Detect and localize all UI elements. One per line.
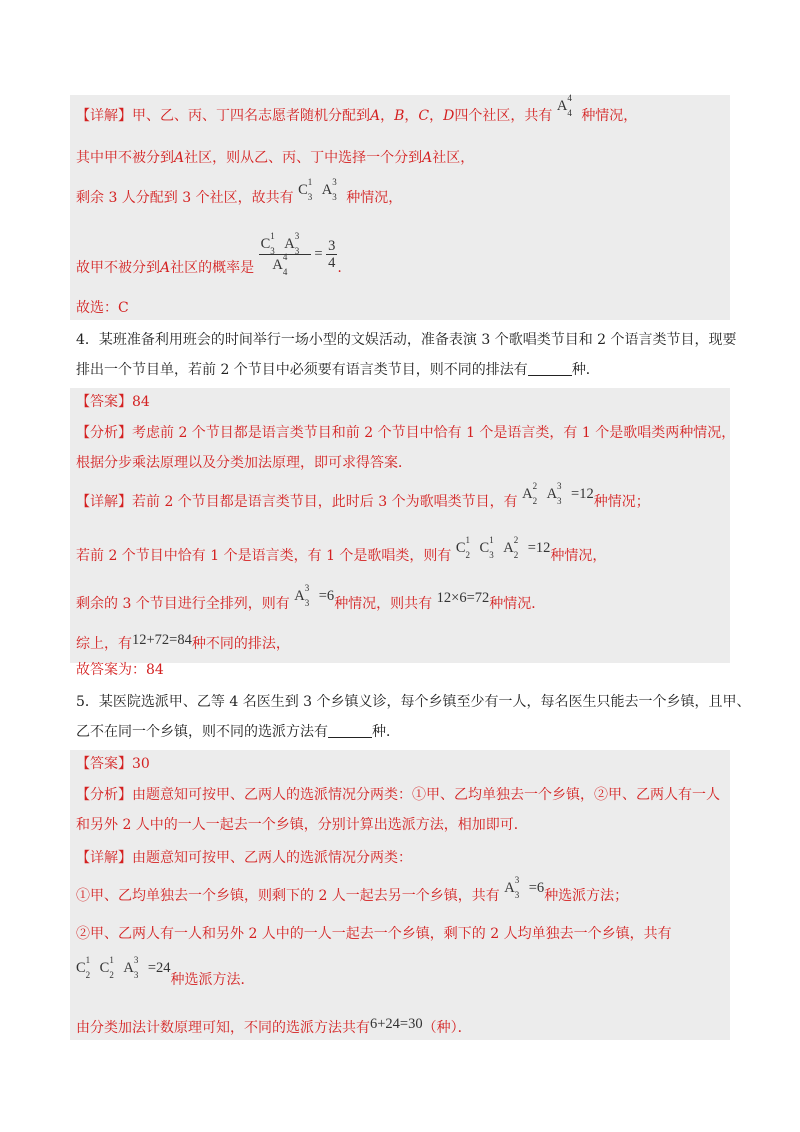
q4-analysis-line-2: 根据分步乘法原理以及分类加法原理，即可求得答案． [76,455,412,471]
math-a33-b: A 3 3 =6 [504,875,545,900]
q4-question-line-1: 4．某班准备利用班会的时间举行一场小型的文娱活动，准备表演 3 个歌唱类节目和 2 个语言类节目，现要 [76,332,737,348]
math-c21c21a33: C 1 2 C 1 2 A 3 3 =24 [76,955,171,980]
math-probability-fraction: C 1 3 A 3 3 A 4 4 = $\frac{3}{4}$ [260,231,336,277]
q3-detail-line-4: 故甲不被分到A社区的概率是 C 1 3 A 3 3 A 4 4 = $\frac{3}{4}$ . [76,231,342,277]
q5-detail-line-1: 【详解】由题意知可按甲、乙两人的选派情况分两类： [76,850,412,866]
q5-detail-line-5: 由分类加法计数原理可知，不同的选派方法共有6+24=30（种）． [76,1016,472,1036]
math-6plus24: 6+24=30 [370,1016,423,1032]
q4-analysis-line-1: 【分析】考虑前 2 个节目都是语言类节目和前 2 个节目中恰有 1 个是语言类，有 1 个是歌唱类两种情况， [76,425,736,441]
q4-detail-line-1: 【详解】若前 2 个节目都是语言类节目，此时后 3 个为歌唱类节目，有 A 2 2 A 3 3 =12种情况； [76,481,650,510]
math-c31a33: C 1 3 A 3 3 [298,177,337,202]
q5-analysis-line-2: 和另外 2 人中的一人一起去一个乡镇，分别计算出选派方法，相加即可． [76,817,528,833]
q5-detail-line-2: ①甲、乙均单独去一个乡镇，则剩下的 2 人一起去另一个乡镇，共有 A 3 3 =6种选派方法； [76,875,629,904]
q4-detail-line-3: 剩余的 3 个节目进行全排列，则有 A 3 3 =6种情况，则共有 12×6=72种情况． [76,583,546,612]
q4-detail-line-4: 综上，有12+72=84种不同的排法， [76,632,290,652]
math-12x6: 12×6=72 [436,590,490,606]
math-c21c31a22: C 1 2 C 1 3 A 2 2 =12 [455,535,551,560]
answer-blank [328,723,372,738]
q4-question-line-2: 排出一个节目单，若前 2 个节目中必须要有语言类节目，则不同的排法有 种． [76,362,600,378]
math-12plus72: 12+72=84 [132,632,192,648]
q4-detail-line-2: 若前 2 个节目中恰有 1 个是语言类，有 1 个是歌唱类，则有 C 1 2 C 1 3 A 2 2 =12种情况， [76,535,607,564]
q5-detail-line-3: ②甲、乙两人有一人和另外 2 人中的一人一起去一个乡镇，剩下的 2 人均单独去一个乡镇，共有 [76,926,672,942]
math-a22a33: A 2 2 A 3 3 =12 [522,481,594,506]
q5-question-line-1: 5．某医院选派甲、乙等 4 名医生到 3 个乡镇义诊，每个乡镇至少有一人，每名医生只能去一个乡镇，且甲、 [76,694,751,710]
math-a44: A 4 4 [556,93,572,118]
q4-final-answer: 故答案为：84 [76,662,164,678]
q3-answer-choice: 故选：C [76,300,129,316]
q3-detail-line-3: 剩余 3 人分配到 3 个社区，故共有 C 1 3 A 3 3 种情况， [76,177,403,206]
q5-answer: 【答案】30 [76,756,150,772]
answer-blank [528,361,572,376]
q3-detail-line-1: 【详解】甲、乙、丙、丁四名志愿者随机分配到A，B，C，D四个社区，共有 A 4 4 种情况， [76,93,638,124]
q4-answer: 【答案】84 [76,394,150,410]
math-a33: A 3 3 =6 [294,583,335,608]
q3-detail-line-2: 其中甲不被分到A社区，则从乙、丙、丁中选择一个分到A社区， [76,150,475,166]
q5-question-line-2: 乙不在同一个乡镇，则不同的选派方法有 种． [76,724,400,740]
q5-detail-line-4: C 1 2 C 1 2 A 3 3 =24种选派方法． [76,955,255,988]
q5-analysis-line-1: 【分析】由题意知可按甲、乙两人的选派情况分两类：①甲、乙均单独去一个乡镇，②甲、乙两人有一人 [76,787,720,803]
